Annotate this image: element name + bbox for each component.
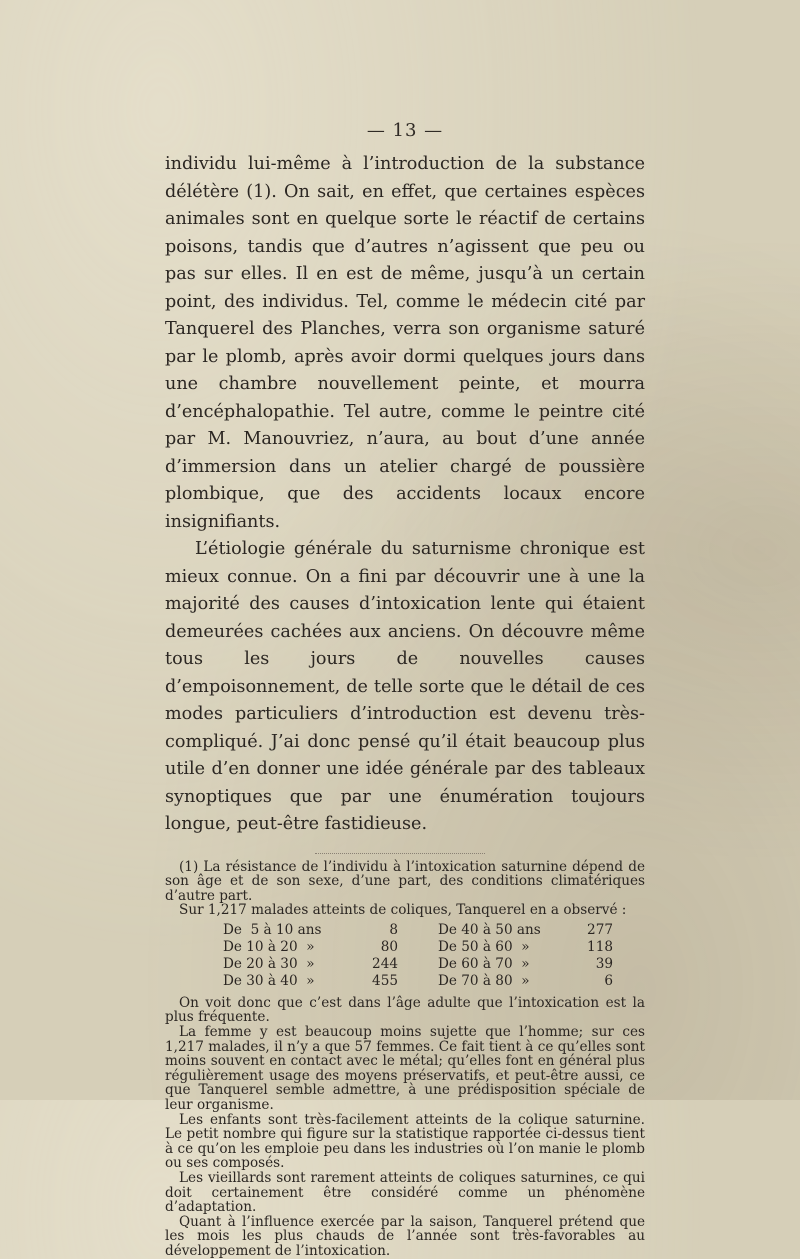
- case-count: 39: [595, 955, 613, 972]
- paragraph: individu lui-même à l’introduction de la substance délétère (1). On sait, en effet, que certaines espèces animales sont en quelque sorte le réactif de certains poisons, tandis que d’autres n’agissent que peu ou pas sur elles. Il en est de même, jusqu’à un certain point, des individus. Tel, comme le médecin cité par Tanquerel des Planches, verra son organisme saturé par le plomb, après avoir dormi quelques jours dans une chambre nouvellement peinte, et mourra d’encéphalopathie. Tel autre, comme le peintre cité par M. Manouvriez, n’aura, au bout d’une année d’immersion dans un atelier chargé de poussière plombique, que des accidents locaux encore insignifiants.: [165, 154, 645, 532]
- age-range: De 20 à 30 »: [223, 955, 315, 972]
- stats-row: [223, 939, 398, 956]
- age-range: De 40 à 50 ans: [438, 921, 541, 938]
- footnote-paragraph: Les enfants sont très-facilement atteints de la colique saturnine. Le petit nombre qui figure sur la statistique rapportée ci-dessus tient à ce qu’on les emploie peu dans les industries où l’on manie le plomb ou ses composés.: [165, 1111, 645, 1172]
- stats-row: [223, 973, 398, 990]
- stats-row: [438, 922, 613, 939]
- case-count: 244: [372, 955, 398, 972]
- footnote-paragraph: On voit donc que c’est dans l’âge adulte que l’intoxication est la plus fréquente.: [165, 994, 645, 1026]
- age-range: De 5 à 10 ans: [223, 921, 322, 938]
- footnote-divider: [315, 853, 485, 854]
- book-page: [165, 120, 645, 1259]
- case-count: 118: [587, 938, 613, 955]
- case-count: 6: [604, 972, 613, 989]
- age-range: De 60 à 70 »: [438, 955, 530, 972]
- age-statistics-table: [223, 922, 613, 990]
- stats-row: [438, 973, 613, 990]
- stats-row: [438, 939, 613, 956]
- stats-row: [438, 956, 613, 973]
- stats-column-left: [223, 922, 398, 990]
- body-text: [165, 151, 645, 839]
- stats-row: [223, 956, 398, 973]
- stats-row: [223, 922, 398, 939]
- footnote-sample: Sur 1,217 malades atteints de coliques, Tanquerel en a observé :: [179, 902, 627, 919]
- page-number: — 13 —: [366, 120, 444, 141]
- case-count: 80: [380, 938, 398, 955]
- paragraph: L’étiologie générale du saturnisme chronique est mieux connue. On a fini par découvrir une à une la majorité des causes d’intoxication lente qui étaient demeurées cachées aux anciens. On découvre même tous les jours de nouvelles causes d’empoisonnement, de telle sorte que le détail de ces modes particuliers d’introduction est devenu très-compliqué. J’ai donc pensé qu’il était beaucoup plus utile d’en donner une idée générale par des tableaux synoptiques que par une énumération toujours longue, peut-être fastidieuse.: [165, 539, 645, 834]
- age-range: De 70 à 80 »: [438, 972, 530, 989]
- footnote-intro: (1) La résistance de l’individu à l’intoxication saturnine dépend de son âge et de son sexe, d’une part, des conditions climatériques d’autre part.: [165, 858, 645, 904]
- footnote: [165, 860, 645, 1259]
- footnote-paragraph: La femme y est beaucoup moins sujette que l’homme; sur ces 1,217 malades, il n’y a que 57 femmes. Ce fait tient à ce qu’elles sont moins souvent en contact avec le métal; qu’elles font en général plus régulièrement usage des moyens préservatifs, et peut-être aussi, ce que Tanquerel semble admettre, à une prédisposition spéciale de leur organisme.: [165, 1024, 645, 1114]
- case-count: 8: [389, 921, 398, 938]
- case-count: 455: [372, 972, 398, 989]
- footnote-paragraph: Quant à l’influence exercée par la saison, Tanquerel prétend que les mois les plus chauds de l’année sont très-favorables au développement de l’intoxication.: [165, 1213, 645, 1259]
- case-count: 277: [587, 921, 613, 938]
- age-range: De 50 à 60 »: [438, 938, 530, 955]
- stats-column-right: [438, 922, 613, 990]
- age-range: De 10 à 20 »: [223, 938, 315, 955]
- age-range: De 30 à 40 »: [223, 972, 315, 989]
- footnote-paragraph: Les vieillards sont rarement atteints de coliques saturnines, ce qui doit certainement être considéré comme un phénomène d’adaptation.: [165, 1170, 645, 1216]
